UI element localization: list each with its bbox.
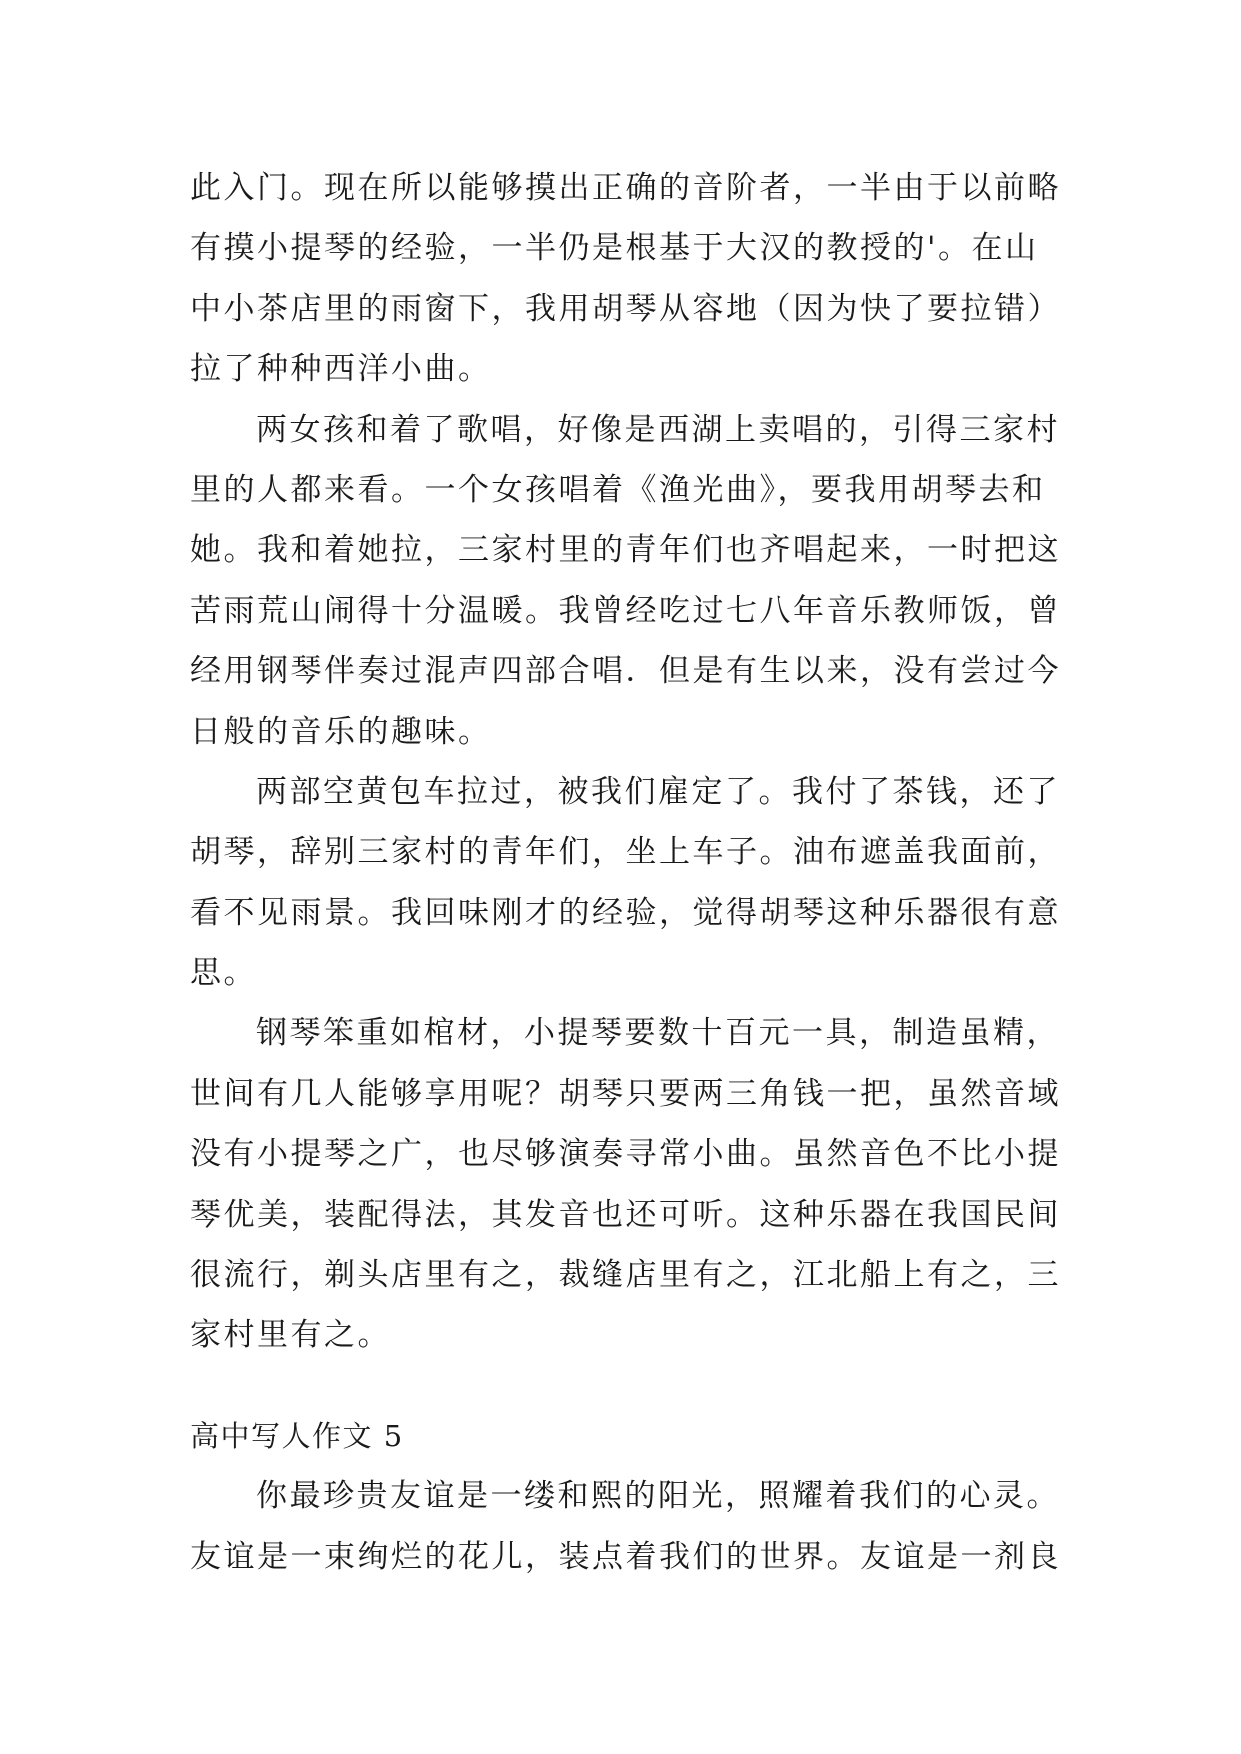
paragraph-3 [190, 762, 1070, 1004]
text-line: 有摸小提琴的经验，一半仍是根基于大汉的教授的'。在山 [190, 230, 1039, 267]
text-line: 看不见雨景。我回味刚才的经验，觉得胡琴这种乐器很有意 [190, 894, 1061, 931]
document-body [190, 158, 1070, 1587]
text-line: 很流行，剃头店里有之，裁缝店里有之，江北船上有之，三 [190, 1257, 1061, 1294]
text-line: 两女孩和着了歌唱，好像是西湖上卖唱的，引得三家村 [256, 411, 1060, 448]
text-line: 两部空黄包车拉过，被我们雇定了。我付了茶钱，还了 [256, 773, 1060, 810]
paragraph-4 [190, 1003, 1070, 1365]
text-line: 此入门。现在所以能够摸出正确的音阶者，一半由于以前略 [190, 170, 1061, 206]
text-line: 胡琴，辞别三家村的青年们，坐上车子。油布遮盖我面前， [190, 834, 1061, 871]
text-line: 经用钢琴伴奏过混声四部合唱．但是有生以来，没有尝过今 [190, 653, 1061, 690]
section-gap [190, 1366, 1070, 1406]
text-line: 苦雨荒山闹得十分温暖。我曾经吃过七八年音乐教师饭，曾 [190, 592, 1061, 629]
text-line: 中小茶店里的雨窗下，我用胡琴从容地（因为快了要拉错） [190, 290, 1061, 327]
paragraph-5 [190, 1466, 1070, 1587]
text-line: 日般的音乐的趣味。 [190, 713, 492, 750]
text-line: 拉了种种西洋小曲。 [190, 351, 492, 388]
text-line: 思。 [190, 955, 257, 992]
text-line: 里的人都来看。一个女孩唱着《渔光曲》，要我用胡琴去和 [190, 471, 1046, 508]
text-line: 钢琴笨重如棺材，小提琴要数十百元一具，制造虽精， [256, 1015, 1060, 1052]
text-line: 琴优美，装配得法，其发音也还可听。这种乐器在我国民间 [190, 1196, 1061, 1233]
text-line: 友谊是一束绚烂的花儿，装点着我们的世界。友谊是一剂良 [190, 1538, 1061, 1575]
section-heading: 高中写人作文 5 [190, 1418, 404, 1453]
paragraph-1 [190, 158, 1070, 400]
paragraph-2 [190, 400, 1070, 762]
text-line: 她。我和着她拉，三家村里的青年们也齐唱起来，一时把这 [190, 532, 1061, 569]
text-line: 世间有几人能够享用呢？胡琴只要两三角钱一把，虽然音域 [190, 1075, 1061, 1112]
text-line: 家村里有之。 [190, 1317, 391, 1354]
text-line: 没有小提琴之广，也尽够演奏寻常小曲。虽然音色不比小提 [190, 1136, 1061, 1173]
text-line: 你最珍贵友谊是一缕和熙的阳光，照耀着我们的心灵。 [256, 1478, 1060, 1515]
